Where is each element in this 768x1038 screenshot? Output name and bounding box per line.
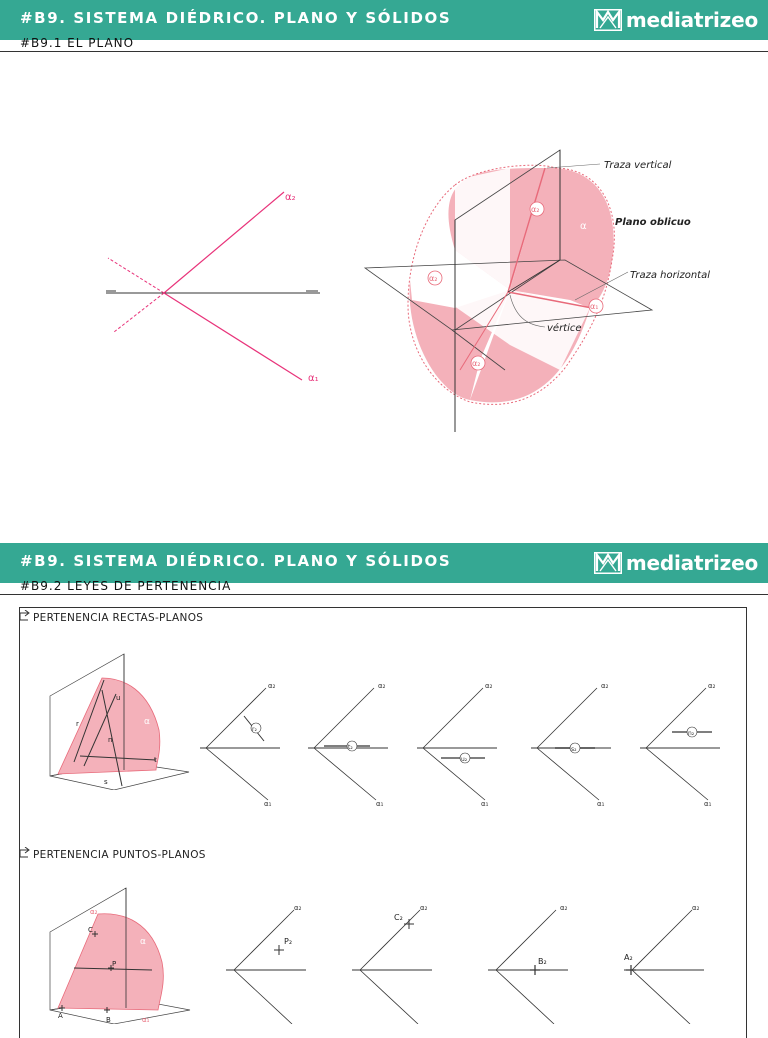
svg-text:α₂: α₂ (429, 274, 438, 283)
svg-text:α₁: α₁ (264, 800, 272, 808)
svg-text:α₂: α₂ (531, 205, 540, 214)
svg-text:s: s (104, 778, 108, 786)
puntos-panel-1 (222, 898, 312, 1024)
svg-text:α₁: α₁ (590, 302, 599, 311)
puntos-panel-3 (484, 898, 574, 1024)
svg-text:α₂: α₂ (472, 359, 481, 368)
rectas-panel-2 (304, 676, 394, 810)
label-pertenencia-rectas: PERTENENCIA RECTAS-PLANOS (33, 612, 204, 624)
trace-alpha1 (164, 293, 302, 380)
svg-text:α₂: α₂ (560, 904, 568, 912)
brand-logo-2[interactable] (594, 549, 758, 577)
svg-text:n: n (108, 736, 113, 744)
svg-text:α₂: α₂ (601, 682, 609, 690)
svg-text:B₂: B₂ (538, 957, 547, 966)
section-subtitle-bar-1 (0, 38, 768, 52)
svg-text:α₂: α₂ (420, 904, 428, 912)
alpha2-badge-lower (471, 356, 485, 370)
trace-alpha1-hidden (108, 258, 164, 293)
mediatrizeo-logo-icon (594, 552, 622, 574)
svg-text:C: C (88, 926, 93, 934)
svg-text:α₂: α₂ (90, 908, 98, 916)
svg-text:C₂: C₂ (394, 913, 403, 922)
alpha1-badge-right (589, 299, 603, 313)
section-subtitle-bar-2 (0, 581, 768, 595)
label-vertice: vértice (547, 323, 582, 334)
label-traza-vertical: Traza vertical (604, 160, 672, 171)
svg-text:r: r (76, 720, 79, 728)
svg-text:t₂: t₂ (348, 744, 353, 751)
header-banner-2 (0, 543, 768, 583)
puntos-panel-2 (348, 898, 438, 1024)
svg-text:P: P (112, 960, 117, 968)
svg-text:α₁: α₁ (376, 800, 384, 808)
svg-text:α₁: α₁ (704, 800, 712, 808)
svg-text:α₁: α₁ (142, 1016, 150, 1024)
header-banner-1 (0, 0, 768, 40)
svg-text:α₂: α₂ (692, 904, 700, 912)
svg-text:α₂: α₂ (708, 682, 716, 690)
svg-text:B: B (106, 1016, 111, 1024)
svg-text:s₂: s₂ (571, 746, 577, 753)
brand-logo-1[interactable] (594, 6, 758, 34)
svg-text:α: α (580, 221, 587, 232)
trace-alpha2 (164, 192, 284, 293)
label-alpha1: α₁ (308, 373, 319, 384)
oblique-plane-perspective (360, 140, 740, 440)
section-subtitle-1: #B9.1 EL PLANO (20, 36, 135, 50)
alpha2-badge-left (428, 271, 442, 285)
svg-text:α₁: α₁ (481, 800, 489, 808)
svg-text:t: t (154, 756, 157, 764)
arrow-right-icon (19, 610, 33, 622)
leader-traza-vertical (547, 164, 600, 168)
plane-traces-diagram (100, 180, 330, 395)
brand-name: mediatrizeo (625, 8, 758, 32)
rectas-panel-4 (527, 676, 617, 810)
svg-text:P₂: P₂ (284, 937, 293, 946)
label-plano-oblicuo: Plano oblicuo (615, 217, 691, 228)
svg-text:α: α (140, 937, 146, 947)
svg-text:n₂: n₂ (688, 730, 695, 737)
brand-name-2: mediatrizeo (625, 551, 758, 575)
section-subtitle-2: #B9.2 LEYES DE PERTENENCIA (20, 579, 232, 593)
mediatrizeo-logo-icon (594, 9, 622, 31)
svg-text:α: α (144, 717, 150, 727)
puntos-panel-4 (620, 898, 710, 1024)
alpha2-badge-upper (530, 202, 544, 216)
svg-text:A₂: A₂ (624, 953, 633, 962)
svg-text:α₂: α₂ (294, 904, 302, 912)
alpha-badge (580, 221, 587, 232)
label-pertenencia-puntos: PERTENENCIA PUNTOS-PLANOS (33, 849, 206, 861)
label-traza-horizontal: Traza horizontal (630, 270, 711, 281)
svg-text:A: A (58, 1012, 63, 1020)
arrow-right-icon (19, 847, 33, 859)
svg-text:α₂: α₂ (485, 682, 493, 690)
svg-text:α₂: α₂ (378, 682, 386, 690)
svg-text:α₂: α₂ (268, 682, 276, 690)
rectas-perspective (44, 650, 194, 790)
puntos-perspective (44, 884, 194, 1024)
section-title-2: #B9. SISTEMA DIÉDRICO. PLANO Y SÓLIDOS (20, 552, 452, 570)
trace-alpha2-hidden (114, 293, 164, 332)
svg-text:u: u (116, 694, 121, 702)
rectas-panel-1 (196, 676, 286, 810)
svg-text:α₁: α₁ (597, 800, 605, 808)
label-alpha2: α₂ (285, 192, 296, 203)
svg-text:r₂: r₂ (252, 726, 257, 733)
section-title-1: #B9. SISTEMA DIÉDRICO. PLANO Y SÓLIDOS (20, 9, 452, 27)
rectas-panel-3 (413, 676, 503, 810)
rectas-panel-5 (636, 676, 728, 810)
svg-text:u₂: u₂ (461, 756, 468, 763)
